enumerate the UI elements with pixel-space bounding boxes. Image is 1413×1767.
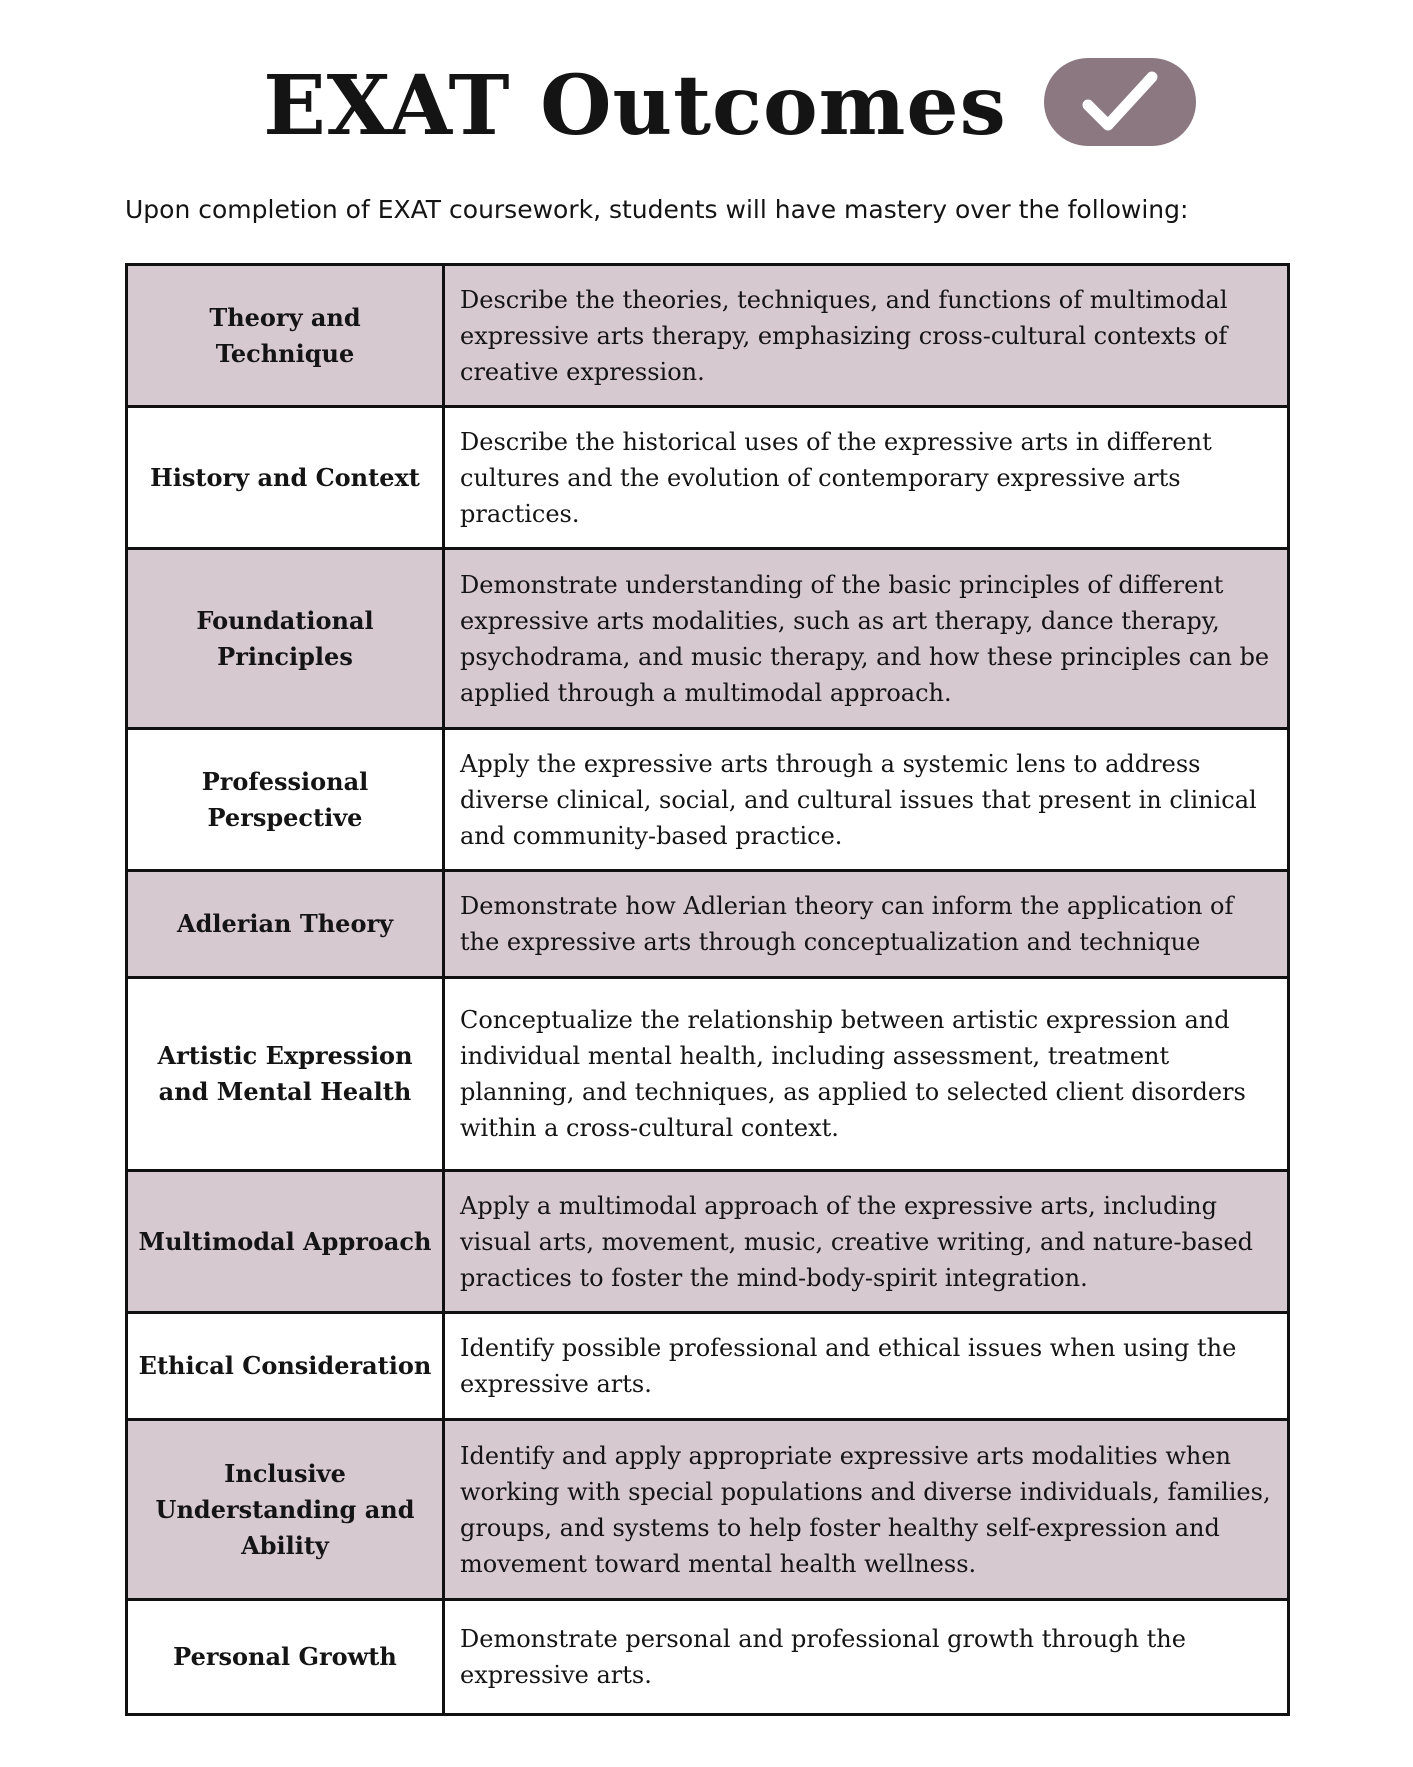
check-badge (1044, 58, 1196, 146)
outcome-term: Foundational Principles (127, 549, 444, 729)
table-row (127, 978, 1289, 1171)
table-row (127, 549, 1289, 729)
intro-text: Upon completion of EXAT coursework, students will have mastery over the following: (125, 195, 1189, 224)
outcome-description: Describe the historical uses of the expressive arts in different cultures and the evolution of contemporary expressive arts practices. (444, 407, 1289, 549)
outcome-description: Apply a multimodal approach of the expressive arts, including visual arts, movement, music, creative writing, and nature-based practices to foster the mind-body-spirit integration. (444, 1171, 1289, 1313)
outcome-term: Theory and Technique (127, 265, 444, 407)
table-row (127, 407, 1289, 549)
table-row (127, 265, 1289, 407)
table-row (127, 1171, 1289, 1313)
table-row (127, 871, 1289, 978)
table-row (127, 1313, 1289, 1420)
outcome-term: Personal Growth (127, 1600, 444, 1715)
outcome-term: Inclusive Understanding and Ability (127, 1420, 444, 1600)
outcome-description: Demonstrate understanding of the basic principles of different expressive arts modalities, such as art therapy, dance therapy, psychodrama, and music therapy, and how these principles can be applied through a multimodal approach. (444, 549, 1289, 729)
outcome-term: Ethical Consideration (127, 1313, 444, 1420)
outcome-description: Demonstrate how Adlerian theory can inform the application of the expressive arts through conceptualization and technique (444, 871, 1289, 978)
outcome-description: Describe the theories, techniques, and functions of multimodal expressive arts therapy, emphasizing cross-cultural contexts of creative expression. (444, 265, 1289, 407)
outcome-description: Identify possible professional and ethical issues when using the expressive arts. (444, 1313, 1289, 1420)
outcomes-table (125, 263, 1290, 1716)
page-title: EXAT Outcomes (263, 58, 1007, 154)
outcome-description: Identify and apply appropriate expressive arts modalities when working with special populations and diverse individuals, families, groups, and systems to help foster healthy self-expression and movement toward mental health wellness. (444, 1420, 1289, 1600)
outcomes-table-container (125, 263, 1287, 1716)
outcome-term: Adlerian Theory (127, 871, 444, 978)
table-row (127, 729, 1289, 871)
outcome-term: Multimodal Approach (127, 1171, 444, 1313)
outcome-term: Professional Perspective (127, 729, 444, 871)
outcome-term: Artistic Expression and Mental Health (127, 978, 444, 1171)
outcome-description: Apply the expressive arts through a systemic lens to address diverse clinical, social, and cultural issues that present in clinical and community-based practice. (444, 729, 1289, 871)
outcome-term: History and Context (127, 407, 444, 549)
checkmark-icon (1080, 67, 1160, 137)
table-row (127, 1600, 1289, 1715)
outcome-description: Demonstrate personal and professional growth through the expressive arts. (444, 1600, 1289, 1715)
outcome-description: Conceptualize the relationship between artistic expression and individual mental health, including assessment, treatment planning, and techniques, as applied to selected client disorders within a cross-cultural context. (444, 978, 1289, 1171)
table-row (127, 1420, 1289, 1600)
outcomes-table-body (127, 265, 1289, 1715)
